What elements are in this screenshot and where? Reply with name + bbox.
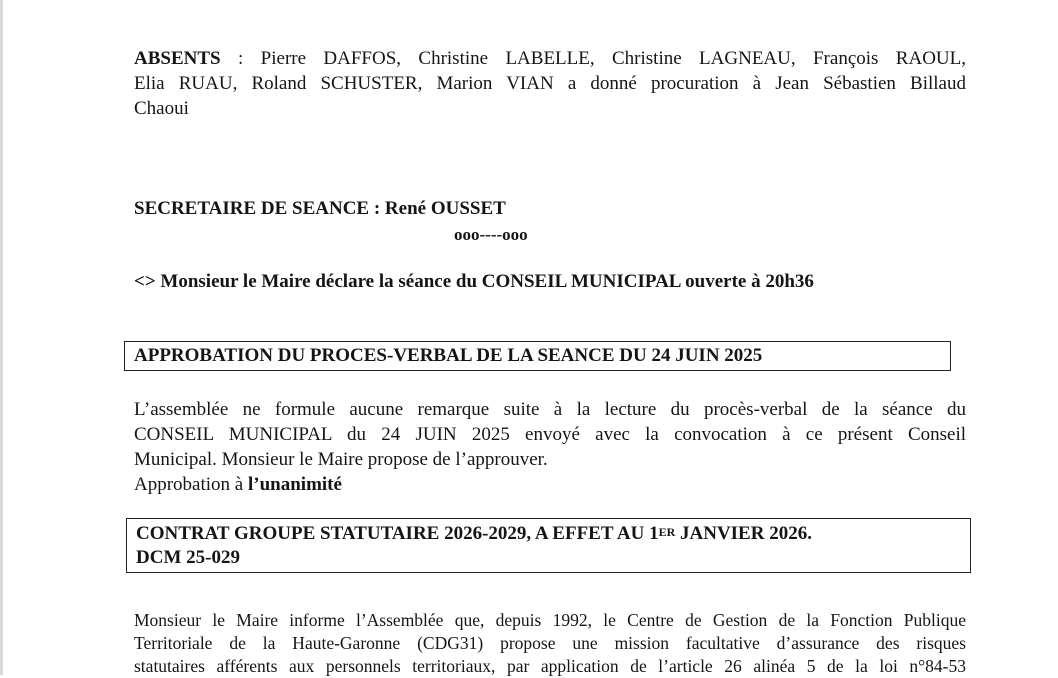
section1-title-box [124, 341, 951, 371]
section2-dcm-number: DCM 25-029 [136, 547, 240, 568]
section2-title-end: JANVIER 2026. [675, 523, 812, 544]
section2-title [136, 522, 812, 546]
page-edge [0, 0, 3, 675]
section2-body [134, 609, 966, 678]
section2-line-2: Territoriale de la Haute-Garonne (CDG31) propose une mission facultative d’assurance des risques [134, 633, 966, 653]
section1-line-1: L’assemblée ne formule aucune remarque suite à la lecture du procès-verbal de la séance du [134, 399, 966, 420]
section2-title-sup: ER [658, 525, 676, 539]
section2-title-main: CONTRAT GROUPE STATUTAIRE 2026-2029, A EFFET AU 1 [136, 523, 659, 544]
absents-line-2: Elia RUAU, Roland SCHUSTER, Marion VIAN a donné procuration à Jean Sébastien Billaud [134, 73, 966, 94]
section2-line-3: statutaires afférents aux personnels territoriaux, par application de l’article 26 alinéa 5 de la loi n°84-53 [134, 656, 966, 676]
absents-line-3: Chaoui [134, 98, 189, 119]
approval-prefix: Approbation à [134, 474, 248, 495]
section2-title-box [126, 518, 971, 573]
section1-line-3: Municipal. Monsieur le Maire propose de l’approuver. [134, 449, 548, 470]
opening-statement: <> Monsieur le Maire déclare la séance du CONSEIL MUNICIPAL ouverte à 20h36 [134, 271, 814, 292]
section1-body [134, 397, 966, 497]
separator-mark: ooo----ooo [454, 225, 528, 244]
absents-line-1: Pierre DAFFOS, Christine LABELLE, Christine LAGNEAU, François RAOUL, [243, 48, 966, 69]
absents-label: ABSENTS [134, 48, 221, 69]
absents-paragraph [134, 46, 966, 121]
absents-separator: : [220, 48, 244, 69]
approval-result: l’unanimité [247, 474, 342, 495]
section1-line-2: CONSEIL MUNICIPAL du 24 JUIN 2025 envoyé avec la convocation à ce présent Conseil [134, 424, 966, 445]
secretaire-heading: SECRETAIRE DE SEANCE : René OUSSET [134, 198, 506, 219]
section2-line-1: Monsieur le Maire informe l’Assemblée que, depuis 1992, le Centre de Gestion de la Fonction Publique [134, 610, 966, 630]
section1-title: APPROBATION DU PROCES-VERBAL DE LA SEANCE DU 24 JUIN 2025 [134, 345, 763, 366]
